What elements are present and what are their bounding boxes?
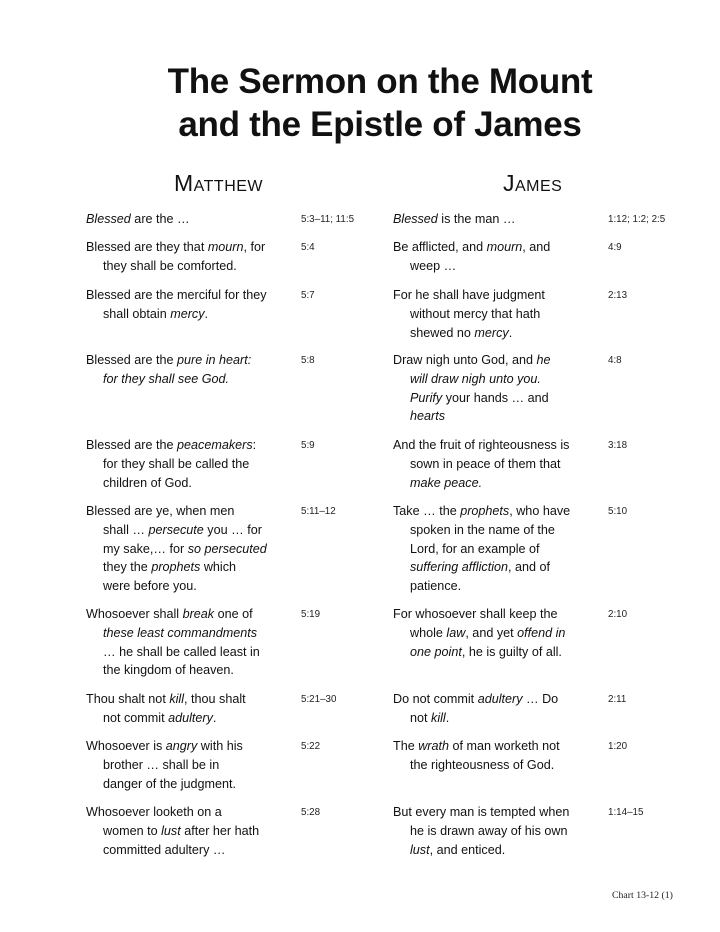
emphasized-text: Purify [410, 390, 443, 405]
james-verse-ref: 1:14–15 [608, 807, 644, 818]
column-header-james: James [503, 170, 563, 196]
text-segment: But every man is tempted when [393, 805, 570, 819]
text-segment: For he shall have judgment [393, 288, 545, 302]
matthew-text-line [86, 351, 291, 370]
james-text-line [393, 210, 593, 229]
text-segment: Whosoever shall [86, 607, 183, 621]
matthew-text-line [86, 370, 291, 389]
james-text-line [393, 238, 593, 257]
emphasized-text: break [182, 607, 215, 621]
text-segment: which [200, 560, 237, 575]
text-segment: you … for [203, 522, 262, 537]
emphasized-text: he [536, 353, 551, 367]
text-segment: , and enticed. [429, 842, 506, 857]
text-segment: the kingdom of heaven. [103, 663, 234, 678]
emphasized-text: peacemakers [177, 438, 253, 452]
matthew-text-line [86, 558, 291, 577]
james-text-line [393, 370, 593, 389]
james-text [393, 690, 593, 728]
text-segment: one of [214, 607, 253, 621]
text-segment: Thou shalt not [86, 692, 170, 706]
text-segment: , thou shalt [184, 692, 246, 706]
james-text [393, 803, 593, 859]
text-segment: for they shall be called the [103, 456, 250, 471]
james-text-line [393, 474, 593, 493]
emphasized-text: make peace. [410, 475, 483, 490]
text-segment: whole [410, 625, 447, 640]
text-segment: Blessed are the [86, 353, 178, 367]
james-text [393, 436, 593, 492]
james-text-line [393, 407, 593, 426]
matthew-verse-ref: 5:3–11; 11:5 [301, 214, 355, 225]
james-text-line [393, 436, 593, 455]
text-segment: : [252, 438, 257, 452]
text-segment: not commit [103, 710, 169, 725]
text-segment: . [508, 325, 513, 340]
text-segment: committed adultery … [103, 842, 226, 857]
james-text-line [393, 605, 593, 624]
matthew-verse-ref: 5:11–12 [301, 506, 336, 517]
text-segment: Take … the [393, 504, 461, 518]
james-text-line [393, 558, 593, 577]
matthew-text [86, 803, 291, 859]
james-text-line [393, 737, 593, 756]
matthew-text-line [86, 286, 291, 305]
james-text [393, 238, 593, 276]
text-segment: Whosoever looketh on a [86, 805, 222, 819]
emphasized-text: prophets [460, 504, 510, 518]
matthew-verse-ref: 5:8 [301, 355, 315, 366]
text-segment: brother … shall be in [103, 757, 220, 772]
text-segment: shall … [103, 522, 149, 537]
emphasized-text: adultery [168, 710, 213, 725]
james-text-line [393, 624, 593, 643]
matthew-text-line [86, 305, 291, 324]
text-segment: , he is guilty of all. [461, 644, 562, 659]
text-segment: not [410, 710, 432, 725]
matthew-text-line [86, 756, 291, 775]
text-segment: spoken in the name of the [410, 522, 555, 537]
emphasized-text: persecute [148, 522, 204, 537]
text-segment: Lord, for an example of [410, 541, 540, 556]
text-segment: , for [243, 240, 266, 254]
james-verse-ref: 2:11 [608, 694, 627, 705]
text-segment: he is drawn away of his own [410, 823, 568, 838]
matthew-text-line [86, 775, 291, 794]
text-segment: patience. [410, 579, 462, 594]
matthew-text-line [86, 643, 291, 662]
james-text-line [393, 577, 593, 596]
text-segment: Be afflicted, and [393, 240, 487, 254]
emphasized-text: Blessed [86, 212, 131, 226]
text-segment: are the … [130, 212, 190, 226]
james-text-line [393, 540, 593, 559]
text-segment: Draw nigh unto God, and [393, 353, 537, 367]
james-text [393, 351, 593, 426]
emphasized-text: kill [431, 710, 446, 725]
james-text-line [393, 389, 593, 408]
james-verse-ref: 4:9 [608, 242, 622, 253]
emphasized-text: will draw nigh unto you. [410, 371, 541, 386]
matthew-verse-ref: 5:9 [301, 440, 315, 451]
matthew-text-line [86, 540, 291, 559]
text-segment: . [212, 710, 217, 725]
matthew-text [86, 238, 291, 276]
emphasized-text: offend in [517, 625, 566, 640]
james-text-line [393, 643, 593, 662]
james-verse-ref: 3:18 [608, 440, 628, 451]
text-segment: The [393, 739, 419, 753]
text-segment: . [445, 710, 450, 725]
emphasized-text: one point [410, 644, 462, 659]
text-segment: Blessed are the [86, 438, 178, 452]
text-segment: For whosoever shall keep the [393, 607, 558, 621]
matthew-text-line [86, 737, 291, 756]
matthew-verse-ref: 5:28 [301, 807, 321, 818]
james-text-line [393, 351, 593, 370]
matthew-text-line [86, 474, 291, 493]
matthew-verse-ref: 5:19 [301, 609, 321, 620]
text-segment: the righteousness of God. [410, 757, 555, 772]
text-segment: Whosoever is [86, 739, 166, 753]
text-segment: is the man … [437, 212, 516, 226]
emphasized-text: suffering affliction [410, 560, 509, 575]
text-segment: , and [522, 240, 551, 254]
text-segment: shall obtain [103, 306, 171, 321]
emphasized-text: prophets [151, 560, 201, 575]
matthew-text-line [86, 822, 291, 841]
james-text [393, 737, 593, 775]
emphasized-text: law [446, 625, 466, 640]
james-text [393, 605, 593, 661]
text-segment: they the [103, 560, 152, 575]
text-segment: … Do [522, 692, 559, 706]
text-segment: my sake,… for [103, 541, 188, 556]
matthew-text [86, 436, 291, 492]
matthew-text-line [86, 709, 291, 728]
page-title [0, 60, 720, 146]
text-segment: shewed no [410, 325, 475, 340]
james-text-line [393, 841, 593, 860]
james-text-line [393, 455, 593, 474]
james-text [393, 210, 593, 229]
matthew-verse-ref: 5:22 [301, 741, 321, 752]
matthew-text-line [86, 210, 291, 229]
text-segment: Blessed are ye, when men [86, 504, 235, 518]
text-segment: women to [103, 823, 162, 838]
james-verse-ref: 5:10 [608, 506, 628, 517]
text-segment: , and yet [465, 625, 518, 640]
matthew-text-line [86, 803, 291, 822]
title-line-2: and the Epistle of James [178, 105, 582, 144]
text-segment: with his [197, 739, 243, 753]
emphasized-text: lust [161, 823, 181, 838]
emphasized-text: mercy [170, 306, 205, 321]
james-text-line [393, 803, 593, 822]
matthew-text-line [86, 605, 291, 624]
matthew-text-line [86, 624, 291, 643]
matthew-text-line [86, 257, 291, 276]
text-segment: sown in peace of them that [410, 456, 561, 471]
matthew-verse-ref: 5:21–30 [301, 694, 337, 705]
text-segment: children of God. [103, 475, 192, 490]
text-segment: Blessed are they that [86, 240, 208, 254]
matthew-text [86, 286, 291, 324]
emphasized-text: Blessed [393, 212, 438, 226]
james-text [393, 502, 593, 596]
matthew-verse-ref: 5:4 [301, 242, 315, 253]
matthew-text-line [86, 436, 291, 455]
matthew-text [86, 737, 291, 793]
james-verse-ref: 1:12; 1:2; 2:5 [608, 214, 666, 225]
text-segment: weep … [410, 258, 457, 273]
text-segment: after her hath [180, 823, 260, 838]
matthew-text-line [86, 661, 291, 680]
james-text-line [393, 756, 593, 775]
matthew-text-line [86, 455, 291, 474]
text-segment: without mercy that hath [410, 306, 541, 321]
james-text-line [393, 709, 593, 728]
matthew-text [86, 210, 291, 229]
text-segment: were before you. [103, 579, 197, 594]
emphasized-text: lust [410, 842, 430, 857]
matthew-text [86, 502, 291, 596]
james-text-line [393, 305, 593, 324]
emphasized-text: for they shall see God. [103, 371, 230, 386]
emphasized-text: mourn [207, 240, 244, 254]
james-text-line [393, 257, 593, 276]
james-text-line [393, 286, 593, 305]
emphasized-text: pure in heart: [177, 353, 252, 367]
matthew-text [86, 351, 291, 389]
james-text [393, 286, 593, 342]
emphasized-text: angry [165, 739, 198, 753]
james-verse-ref: 2:10 [608, 609, 628, 620]
column-header-matthew: Matthew [174, 170, 264, 196]
emphasized-text: so persecuted [187, 541, 267, 556]
emphasized-text: mourn [486, 240, 523, 254]
james-text-line [393, 521, 593, 540]
james-text-line [393, 324, 593, 343]
text-segment: Do not commit [393, 692, 478, 706]
emphasized-text: mercy [474, 325, 509, 340]
text-segment: they shall be comforted. [103, 258, 237, 273]
james-verse-ref: 4:8 [608, 355, 622, 366]
james-text-line [393, 822, 593, 841]
text-segment: , and of [508, 560, 551, 575]
matthew-text-line [86, 521, 291, 540]
james-text-line [393, 690, 593, 709]
emphasized-text: wrath [418, 739, 449, 753]
matthew-text-line [86, 577, 291, 596]
matthew-verse-ref: 5:7 [301, 290, 315, 301]
matthew-text-line [86, 690, 291, 709]
text-segment: of man worketh not [449, 739, 560, 753]
text-segment: . [204, 306, 209, 321]
matthew-text-line [86, 502, 291, 521]
james-verse-ref: 2:13 [608, 290, 628, 301]
emphasized-text: kill [169, 692, 185, 706]
chart-number: Chart 13-12 (1) [612, 890, 673, 901]
text-segment: danger of the judgment. [103, 776, 237, 791]
emphasized-text: these least commandments [103, 625, 257, 640]
title-line-1: The Sermon on the Mount [167, 62, 593, 101]
matthew-text-line [86, 238, 291, 257]
text-segment: your hands … and [442, 390, 549, 405]
text-segment: Blessed are the merciful for they [86, 288, 267, 302]
text-segment: … he shall be called least in [103, 644, 260, 659]
matthew-text [86, 605, 291, 680]
matthew-text-line [86, 841, 291, 860]
james-verse-ref: 1:20 [608, 741, 628, 752]
emphasized-text: adultery [477, 692, 523, 706]
emphasized-text: hearts [410, 409, 446, 424]
text-segment: And the fruit of righteousness is [393, 438, 570, 452]
james-text-line [393, 502, 593, 521]
matthew-text [86, 690, 291, 728]
text-segment: , who have [509, 504, 571, 518]
